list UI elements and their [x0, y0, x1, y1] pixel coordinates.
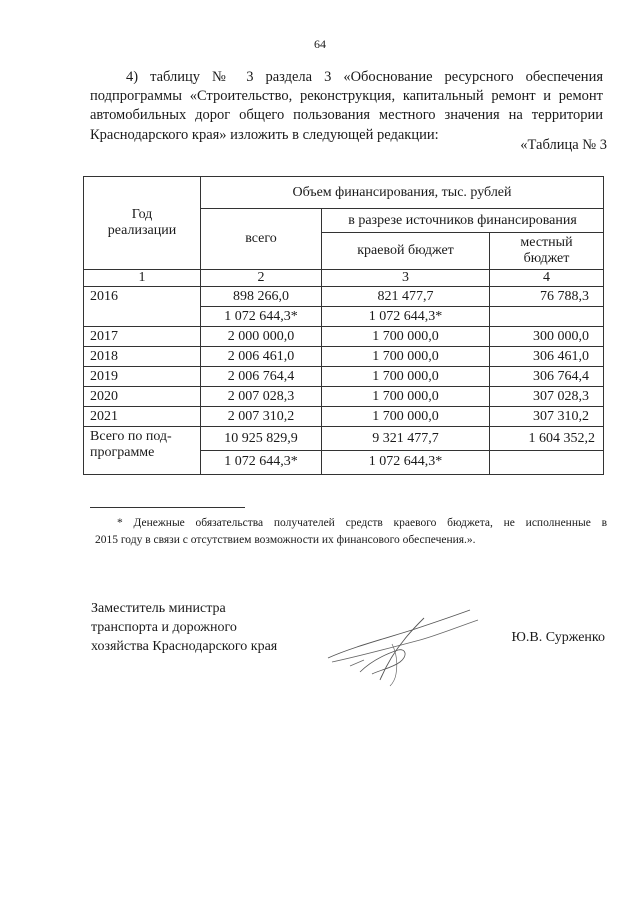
year-cell: 2016 — [84, 287, 201, 327]
local-cell: 76 788,3 — [490, 287, 604, 307]
financing-table — [83, 176, 604, 475]
intro-line: Краснодарского края» изложить в следующей редакции: — [90, 126, 439, 143]
local-cell: 307 310,2 — [490, 407, 604, 427]
header-total: всего — [201, 209, 322, 270]
local-cell: 307 028,3 — [490, 387, 604, 407]
regional-cell: 1 072 644,3* — [322, 451, 490, 475]
signer-name: Ю.В. Сурженко — [511, 630, 605, 645]
total-cell: 2 007 028,3 — [201, 387, 322, 407]
col-number: 2 — [201, 270, 322, 287]
total-cell: 2 006 461,0 — [201, 347, 322, 367]
total-cell: 2 007 310,2 — [201, 407, 322, 427]
total-cell: 1 072 644,3* — [201, 307, 322, 327]
local-cell — [490, 307, 604, 327]
intro-paragraph — [90, 68, 603, 145]
table-caption: «Таблица № 3 — [520, 137, 607, 153]
regional-cell: 821 477,7 — [322, 287, 490, 307]
table-row — [84, 407, 604, 427]
footnote — [95, 515, 607, 549]
table-row — [84, 287, 604, 307]
regional-cell: 1 072 644,3* — [322, 307, 490, 327]
header-year: Год реализации — [84, 177, 201, 270]
regional-cell: 9 321 477,7 — [322, 427, 490, 451]
footnote-line: 2015 году в связи с отсутствием возможности их финансового обеспечения.». — [95, 534, 476, 546]
year-cell: 2020 — [84, 387, 201, 407]
col-number: 4 — [490, 270, 604, 287]
regional-cell: 1 700 000,0 — [322, 407, 490, 427]
total-cell: 2 006 764,4 — [201, 367, 322, 387]
local-cell: 306 764,4 — [490, 367, 604, 387]
regional-cell: 1 700 000,0 — [322, 387, 490, 407]
table-row — [84, 327, 604, 347]
handwritten-signature — [320, 600, 500, 690]
total-row — [84, 427, 604, 451]
regional-cell: 1 700 000,0 — [322, 367, 490, 387]
signer-position — [91, 599, 277, 656]
footnote-line: * Денежные обязательства получателей средств краевого бюджета, не исполненные в — [117, 517, 607, 529]
signer-line: транспорта и дорожного — [91, 620, 237, 635]
regional-cell: 1 700 000,0 — [322, 327, 490, 347]
signer-line: хозяйства Краснодарского края — [91, 639, 278, 654]
local-cell — [490, 451, 604, 475]
header-regional: краевой бюджет — [322, 233, 490, 270]
signer-line: Заместитель министра — [91, 601, 226, 616]
table-row — [84, 347, 604, 367]
header-local: местный бюджет — [490, 233, 604, 270]
table-row — [84, 367, 604, 387]
year-cell: 2018 — [84, 347, 201, 367]
intro-line: 4) таблицу № 3 раздела 3 «Обоснование ресурсного обеспечения — [126, 69, 603, 85]
regional-cell: 1 700 000,0 — [322, 347, 490, 367]
header-by-source: в разрезе источников финансирования — [322, 209, 604, 233]
total-row-label: Всего по под-программе — [84, 427, 201, 475]
year-cell: 2019 — [84, 367, 201, 387]
col-number: 1 — [84, 270, 201, 287]
col-number: 3 — [322, 270, 490, 287]
page-number: 64 — [314, 37, 326, 51]
year-cell: 2017 — [84, 327, 201, 347]
local-cell: 306 461,0 — [490, 347, 604, 367]
total-cell: 2 000 000,0 — [201, 327, 322, 347]
local-cell: 300 000,0 — [490, 327, 604, 347]
intro-line: автомобильных дорог общего пользования местного значения на территории — [90, 107, 603, 124]
header-funding: Объем финансирования, тыс. рублей — [201, 177, 604, 209]
total-cell: 898 266,0 — [201, 287, 322, 307]
table-row — [84, 387, 604, 407]
intro-line: подпрограммы «Строительство, реконструкция, капитальный ремонт и ремонт — [90, 88, 603, 105]
local-cell: 1 604 352,2 — [490, 427, 604, 451]
total-cell: 10 925 829,9 — [201, 427, 322, 451]
total-cell: 1 072 644,3* — [201, 451, 322, 475]
year-cell: 2021 — [84, 407, 201, 427]
footnote-divider — [90, 507, 245, 508]
